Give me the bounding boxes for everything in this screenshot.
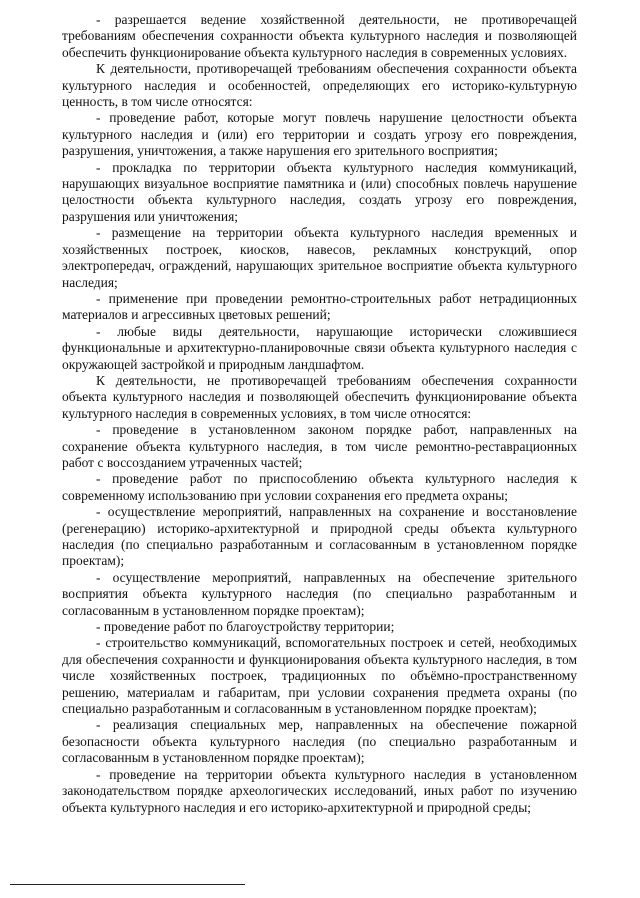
document-body xyxy=(62,12,577,816)
paragraph-prohibited-activities-intro: К деятельности, противоречащей требованиям обеспечения сохранности объекта культурного наследия и особенностей, определяющих его историко-культурную ценность, в том числе относятся: xyxy=(62,61,577,110)
paragraph-prohibited-temporary-structures: - размещение на территории объекта культурного наследия временных и хозяйственных построек, киосков, навесов, рекламных конструкций, опор электропередач, ограждений, нарушающих зрительное восприятие объекта культурного наследия; xyxy=(62,225,577,290)
paragraph-permitted-fire-safety: - реализация специальных мер, направленных на обеспечение пожарной безопасности объекта культурного наследия (по специально разработанным и согласованным в установленном порядке проектам); xyxy=(62,717,577,766)
paragraph-permitted-activities-intro: К деятельности, не противоречащей требованиям обеспечения сохранности объекта культурного наследия и позволяющей обеспечить функционирование объекта культурного наследия в современных условиях, в том числе относятся: xyxy=(62,372,577,421)
paragraph-permitted-archaeology: - проведение на территории объекта культурного наследия в установленном законодательством порядке археологических исследований, иных работ по изучению объекта культурного наследия и его историко-архитектурной и природной среды; xyxy=(62,766,577,815)
paragraph-prohibited-communications: - прокладка по территории объекта культурного наследия коммуникаций, нарушающих визуальное восприятие памятника и (или) способных повлечь нарушение целостности объекта культурного наследия, создать угрозу его повреждения, разрушения или уничтожения; xyxy=(62,159,577,224)
paragraph-permitted-environment: - осуществление мероприятий, направленных на сохранение и восстановление (регенерацию) историко-архитектурной и природной среды объекта культурного наследия (по специально разработанным и согласованным в установленном порядке проектам); xyxy=(62,504,577,569)
paragraph-permitted-restoration: - проведение в установленном законом порядке работ, направленных на сохранение объекта культурного наследия, в том числе ремонтно-реставрационных работ с воссозданием утраченных частей; xyxy=(62,422,577,470)
paragraph-permitted-construction: - строительство коммуникаций, вспомогательных построек и сетей, необходимых для обеспечения сохранности и функционирования объекта культурного наследия, в том числе хозяйственных построек, традиционных по объёмно-пространственному решению, материалам и габаритам, при условии сохранения предмета охраны (по специально разработанным и согласованным в установленном порядке проектам); xyxy=(62,635,577,717)
paragraph-prohibited-works: - проведение работ, которые могут повлечь нарушение целостности объекта культурного наследия и (или) его территории и создать угрозу его повреждения, разрушения, уничтожения, а также нарушения его зрительного восприятия; xyxy=(62,110,577,159)
paragraph-economic-activity-allowed: - разрешается ведение хозяйственной деятельности, не противоречащей требованиям обеспечения сохранности объекта культурного наследия и позволяющей обеспечить функционирование объекта культурного наследия в современных условиях. xyxy=(62,12,577,60)
paragraph-permitted-adaptation: - проведение работ по приспособлению объекта культурного наследия к современному использованию при условии сохранения его предмета охраны; xyxy=(62,471,577,503)
paragraph-permitted-visual-perception: - осуществление мероприятий, направленных на обеспечение зрительного восприятия объекта культурного наследия (по специально разработанным и согласованным в установленном порядке проектам); xyxy=(62,569,577,618)
paragraph-prohibited-materials: - применение при проведении ремонтно-строительных работ нетрадиционных материалов и агрессивных цветовых решений; xyxy=(62,290,577,323)
footnote-divider xyxy=(10,884,245,885)
paragraph-permitted-landscaping: - проведение работ по благоустройству территории; xyxy=(96,619,395,635)
paragraph-prohibited-any-activity: - любые виды деятельности, нарушающие исторически сложившиеся функциональные и архитектурно-планировочные связи объекта культурного наследия с окружающей застройкой и природным ландшафтом. xyxy=(62,323,577,372)
